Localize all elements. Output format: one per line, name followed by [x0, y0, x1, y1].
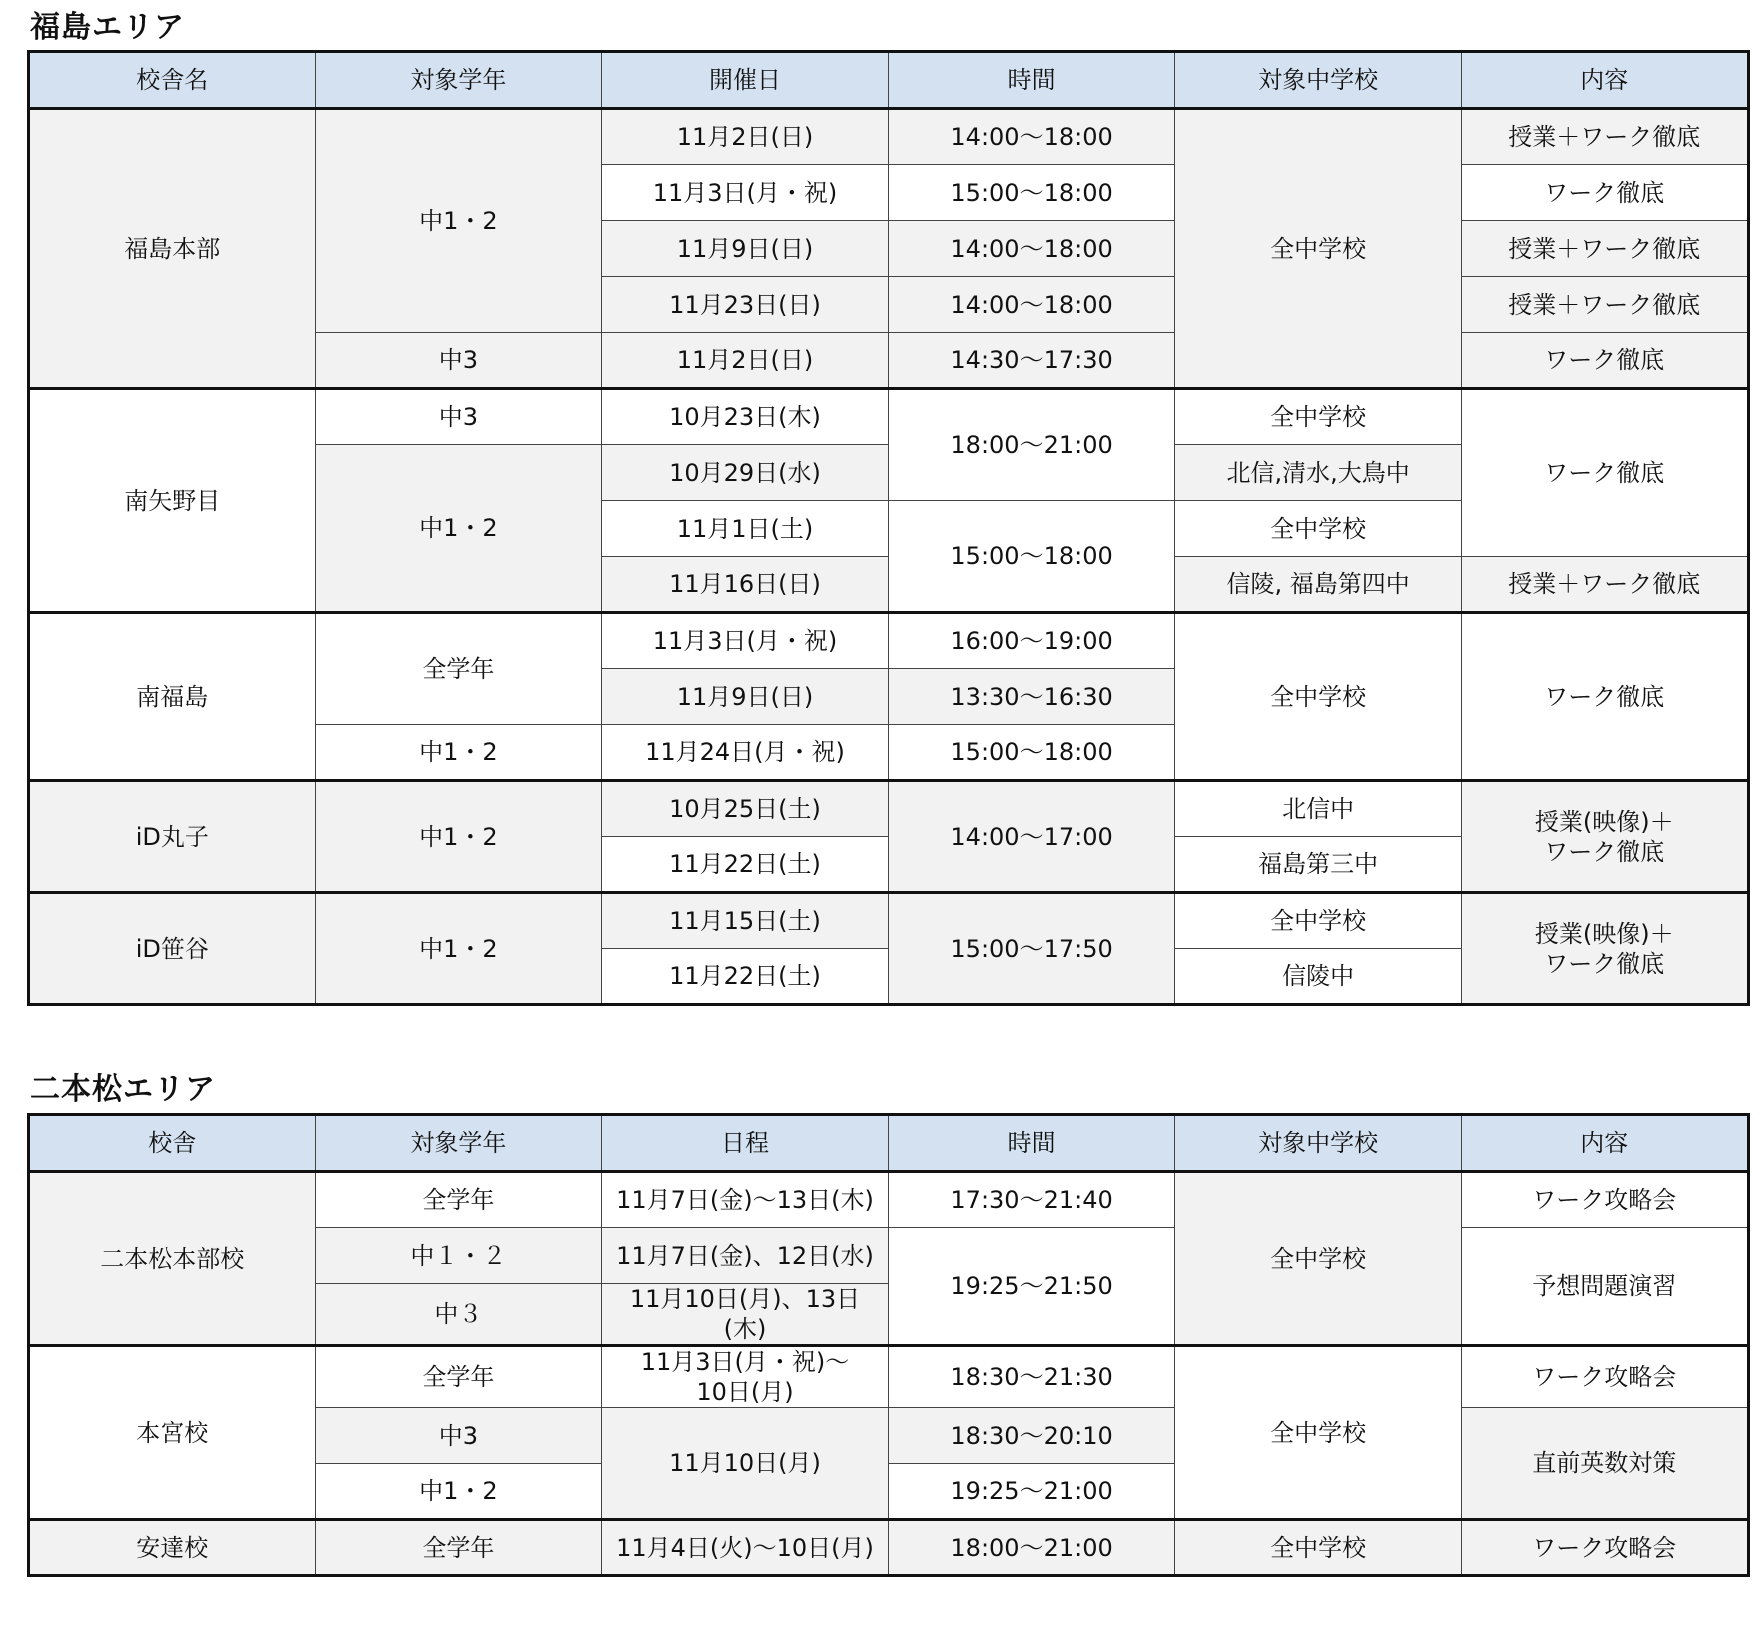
header-grade: 対象学年 [315, 52, 602, 109]
content-cell: 授業＋ワーク徹底 [1461, 277, 1748, 333]
date-cell: 11月16日(日) [602, 557, 889, 613]
table-row [29, 781, 1749, 837]
date-cell: 11月22日(土) [602, 837, 889, 893]
date-cell: 11月2日(日) [602, 109, 889, 165]
date-cell: 11月4日(火)〜10日(月) [602, 1520, 889, 1576]
date-cell: 11月23日(日) [602, 277, 889, 333]
content-cell: ワーク攻略会 [1461, 1172, 1748, 1228]
school-cell: iD丸子 [29, 781, 316, 893]
time-cell: 14:30〜17:30 [888, 333, 1175, 389]
content-cell: 授業＋ワーク徹底 [1461, 557, 1748, 613]
time-cell: 14:00〜17:00 [888, 781, 1175, 893]
content-cell: ワーク攻略会 [1461, 1520, 1748, 1576]
date-cell: 11月10日(月)、13日 (木) [602, 1284, 889, 1346]
content-cell: 授業(映像)＋ ワーク徹底 [1461, 893, 1748, 1005]
time-cell: 19:25〜21:00 [888, 1464, 1175, 1520]
date-cell: 11月9日(日) [602, 669, 889, 725]
time-cell: 19:25〜21:50 [888, 1228, 1175, 1346]
header-school: 校舎 [29, 1115, 316, 1172]
table-row [29, 613, 1749, 669]
target-school-cell: 全中学校 [1175, 389, 1462, 445]
date-cell: 10月29日(水) [602, 445, 889, 501]
date-cell: 10月25日(土) [602, 781, 889, 837]
date-cell: 11月9日(日) [602, 221, 889, 277]
time-cell: 15:00〜18:00 [888, 725, 1175, 781]
time-cell: 18:00〜21:00 [888, 389, 1175, 501]
target-school-cell: 信陵, 福島第四中 [1175, 557, 1462, 613]
grade-cell: 中3 [315, 1408, 602, 1464]
time-cell: 15:00〜18:00 [888, 501, 1175, 613]
content-cell: ワーク徹底 [1461, 165, 1748, 221]
table-row [29, 1346, 1749, 1408]
time-cell: 18:30〜21:30 [888, 1346, 1175, 1408]
content-cell: ワーク徹底 [1461, 613, 1748, 781]
school-cell: 二本松本部校 [29, 1172, 316, 1346]
date-cell: 11月7日(金)、12日(水) [602, 1228, 889, 1284]
grade-cell: 中1・2 [315, 725, 602, 781]
school-cell: 福島本部 [29, 109, 316, 389]
target-school-cell: 信陵中 [1175, 949, 1462, 1005]
grade-cell: 全学年 [315, 613, 602, 725]
content-cell: ワーク徹底 [1461, 389, 1748, 557]
school-cell: 南福島 [29, 613, 316, 781]
date-cell: 11月1日(土) [602, 501, 889, 557]
target-school-cell: 全中学校 [1175, 1346, 1462, 1520]
table-row [29, 389, 1749, 445]
table-row [29, 1520, 1749, 1576]
table-header-row [29, 52, 1749, 109]
date-cell: 11月3日(月・祝) [602, 613, 889, 669]
content-cell: ワーク攻略会 [1461, 1346, 1748, 1408]
grade-cell: 全学年 [315, 1520, 602, 1576]
grade-cell: 中1・2 [315, 1464, 602, 1520]
header-date: 開催日 [602, 52, 889, 109]
target-school-cell: 全中学校 [1175, 893, 1462, 949]
date-cell: 11月24日(月・祝) [602, 725, 889, 781]
grade-cell: 中1・2 [315, 781, 602, 893]
table-row [29, 109, 1749, 165]
grade-cell: 中1・2 [315, 445, 602, 613]
header-school: 校舎名 [29, 52, 316, 109]
date-cell: 11月2日(日) [602, 333, 889, 389]
time-cell: 14:00〜18:00 [888, 109, 1175, 165]
time-cell: 15:00〜17:50 [888, 893, 1175, 1005]
target-school-cell: 福島第三中 [1175, 837, 1462, 893]
grade-cell: 全学年 [315, 1346, 602, 1408]
target-school-cell: 北信中 [1175, 781, 1462, 837]
grade-cell: 中１・２ [315, 1228, 602, 1284]
target-school-cell: 全中学校 [1175, 109, 1462, 389]
header-content: 内容 [1461, 1115, 1748, 1172]
time-cell: 16:00〜19:00 [888, 613, 1175, 669]
header-time: 時間 [888, 1115, 1175, 1172]
grade-cell: 中３ [315, 1284, 602, 1346]
time-cell: 14:00〜18:00 [888, 277, 1175, 333]
table-header-row [29, 1115, 1749, 1172]
date-cell: 11月10日(月) [602, 1408, 889, 1520]
time-cell: 18:30〜20:10 [888, 1408, 1175, 1464]
target-school-cell: 全中学校 [1175, 501, 1462, 557]
time-cell: 18:00〜21:00 [888, 1520, 1175, 1576]
time-cell: 15:00〜18:00 [888, 165, 1175, 221]
table-row [29, 1172, 1749, 1228]
school-cell: 南矢野目 [29, 389, 316, 613]
target-school-cell: 全中学校 [1175, 613, 1462, 781]
header-date: 日程 [602, 1115, 889, 1172]
grade-cell: 中3 [315, 333, 602, 389]
content-cell: ワーク徹底 [1461, 333, 1748, 389]
schedule-table-nihonmatsu [27, 1113, 1750, 1577]
content-cell: 授業＋ワーク徹底 [1461, 109, 1748, 165]
target-school-cell: 全中学校 [1175, 1172, 1462, 1346]
header-time: 時間 [888, 52, 1175, 109]
area-title-fukushima: 福島エリア [30, 10, 185, 45]
content-cell: 予想問題演習 [1461, 1228, 1748, 1346]
table-row [29, 893, 1749, 949]
date-cell: 11月22日(土) [602, 949, 889, 1005]
school-cell: 本宮校 [29, 1346, 316, 1520]
school-cell: 安達校 [29, 1520, 316, 1576]
date-cell: 10月23日(木) [602, 389, 889, 445]
header-target-school: 対象中学校 [1175, 1115, 1462, 1172]
time-cell: 17:30〜21:40 [888, 1172, 1175, 1228]
time-cell: 13:30〜16:30 [888, 669, 1175, 725]
grade-cell: 全学年 [315, 1172, 602, 1228]
grade-cell: 中1・2 [315, 109, 602, 333]
school-cell: iD笹谷 [29, 893, 316, 1005]
content-cell: 授業＋ワーク徹底 [1461, 221, 1748, 277]
header-target-school: 対象中学校 [1175, 52, 1462, 109]
grade-cell: 中1・2 [315, 893, 602, 1005]
date-cell: 11月7日(金)〜13日(木) [602, 1172, 889, 1228]
grade-cell: 中3 [315, 389, 602, 445]
header-grade: 対象学年 [315, 1115, 602, 1172]
time-cell: 14:00〜18:00 [888, 221, 1175, 277]
date-cell: 11月15日(土) [602, 893, 889, 949]
target-school-cell: 北信,清水,大鳥中 [1175, 445, 1462, 501]
date-cell: 11月3日(月・祝) [602, 165, 889, 221]
schedule-table-fukushima [27, 50, 1750, 1006]
header-content: 内容 [1461, 52, 1748, 109]
content-cell: 授業(映像)＋ ワーク徹底 [1461, 781, 1748, 893]
date-cell: 11月3日(月・祝)〜 10日(月) [602, 1346, 889, 1408]
content-cell: 直前英数対策 [1461, 1408, 1748, 1520]
area-title-nihonmatsu: 二本松エリア [30, 1072, 216, 1107]
target-school-cell: 全中学校 [1175, 1520, 1462, 1576]
